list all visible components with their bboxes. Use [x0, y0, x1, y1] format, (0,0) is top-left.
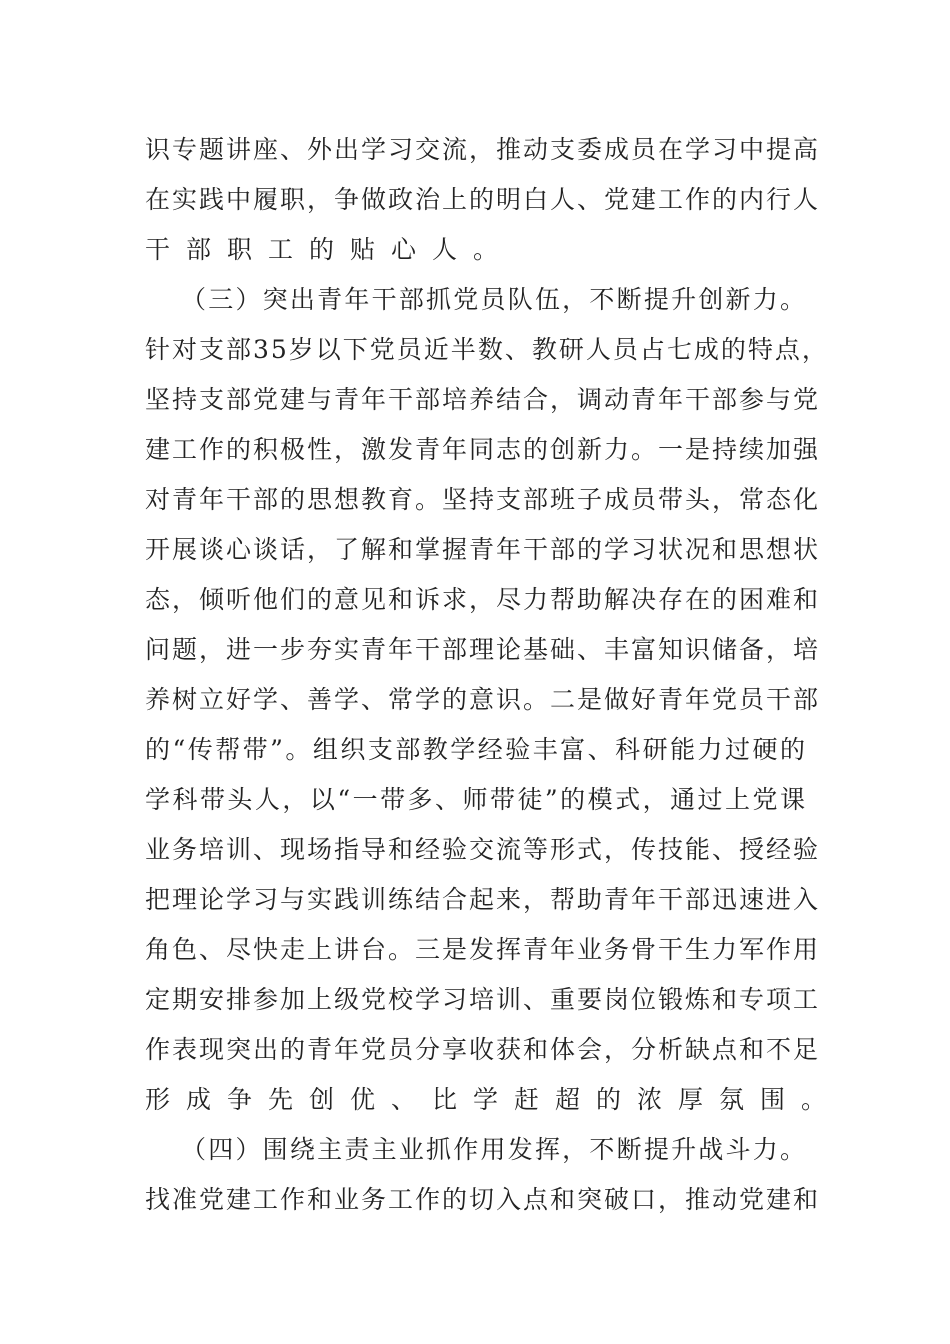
text-line: 学科带头人，以“一带多、师带徒”的模式，通过上党课 [145, 785, 807, 814]
text-line: 的“传帮带”。组织支部教学经验丰富、科研能力过硬的 [145, 735, 807, 764]
text-line: 态，倾听他们的意见和诉求，尽力帮助解决存在的困难和 [145, 585, 821, 614]
text-line: 对青年干部的思想教育。坚持支部班子成员带头，常态化 [145, 485, 821, 514]
text-line: 养树立好学、善学、常学的意识。二是做好青年党员干部 [145, 685, 821, 714]
text-line: 形成争先创优、比学赶超的浓厚氛围。 [145, 1085, 843, 1114]
text-line: 建工作的积极性，激发青年同志的创新力。一是持续加强 [145, 435, 821, 464]
text-line: 针对支部35岁以下党员近半数、教研人员占七成的特点， [145, 335, 829, 364]
text-line: 作表现突出的青年党员分享收获和体会，分析缺点和不足 [145, 1035, 821, 1064]
document-page [145, 125, 843, 1225]
text-line: 定期安排参加上级党校学习培训、重要岗位锻炼和专项工 [145, 985, 821, 1014]
text-line: 识专题讲座、外出学习交流，推动支委成员在学习中提高 [145, 135, 821, 164]
text-line: 开展谈心谈话，了解和掌握青年干部的学习状况和思想状 [145, 535, 821, 564]
text-line: 业务培训、现场指导和经验交流等形式，传技能、授经验 [145, 835, 821, 864]
text-line: 把理论学习与实践训练结合起来，帮助青年干部迅速进入 [145, 885, 821, 914]
text-line: 找准党建工作和业务工作的切入点和突破口，推动党建和 [145, 1185, 821, 1214]
text-line: 坚持支部党建与青年干部培养结合，调动青年干部参与党 [145, 385, 821, 414]
text-line: 干部职工的贴心人。 [145, 235, 515, 264]
text-line: 在实践中履职，争做政治上的明白人、党建工作的内行人 [145, 185, 821, 214]
text-line: 角色、尽快走上讲台。三是发挥青年业务骨干生力军作用 [145, 935, 821, 964]
text-line: 问题，进一步夯实青年干部理论基础、丰富知识储备，培 [145, 635, 821, 664]
section-heading-line: （四）围绕主责主业抓作用发挥，不断提升战斗力。 [181, 1135, 807, 1164]
section-heading-line: （三）突出青年干部抓党员队伍，不断提升创新力。 [181, 285, 807, 314]
